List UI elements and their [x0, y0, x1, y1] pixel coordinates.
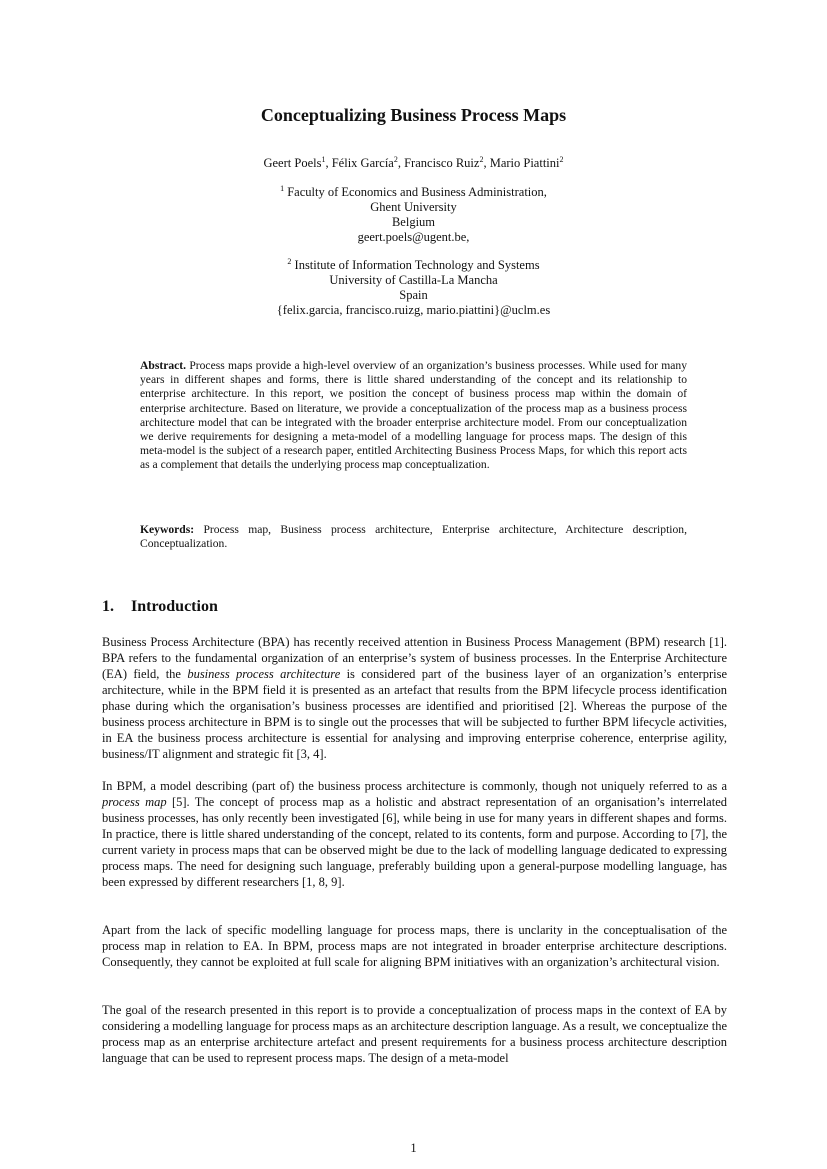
affiliation-mark: 2: [559, 154, 564, 164]
keywords: [140, 523, 687, 551]
keywords-text: Process map, Business process architecture, Enterprise architecture, Architecture description, Conceptualization.: [140, 523, 687, 551]
paragraph-text: is considered part of the business layer of an organization’s enterprise architecture, while in the BPM field it is presented as an artefact that results from the BPM lifecycle process identification phase during which the organisation’s business processes are identified and prioritised [2]. Whereas the purpose of the business process architecture in BPM is to single out the processes that will be subjected to further BPM lifecycle activities, in EA the business process architecture is essential for analysing and improving enterprise coherence, enterprise agility, business/IT alignment and strategic fit [3, 4].: [102, 667, 727, 761]
section-number: 1.: [102, 598, 114, 615]
section-title: Introduction: [131, 598, 218, 615]
author-name: Mario Piattini: [489, 156, 560, 170]
author-name: Félix García: [331, 156, 394, 170]
affiliation-email: {felix.garcia, francisco.ruizg, mario.piattini}@uclm.es: [276, 303, 551, 317]
paragraph-4: The goal of the research presented in this report is to provide a conceptualization of process maps in the context of EA by considering a modelling language for process maps as an architecture description language. As a result, we conceptualize the process map as an enterprise architecture artefact and present requirements for a business process architecture description language that can be used to represent process maps. The design of a meta-model: [102, 1003, 727, 1065]
affiliation-mark: 2: [393, 154, 398, 164]
affiliation-line: Belgium: [391, 215, 436, 229]
author-separator: ,: [325, 156, 332, 170]
affiliation-1: [0, 185, 827, 245]
affiliation-mark: 1: [280, 183, 285, 193]
italic-term: process map: [102, 795, 167, 809]
author-separator: ,: [397, 156, 405, 170]
paragraph-2: [102, 778, 727, 890]
author-name: Francisco Ruiz: [404, 156, 480, 170]
affiliation-line: Faculty of Economics and Business Administration,: [287, 185, 547, 199]
paragraph-text: In BPM, a model describing (part of) the business process architecture is commonly, though not uniquely referred to as a: [102, 779, 727, 793]
affiliation-mark: 1: [321, 154, 326, 164]
author-name: Geert Poels: [263, 156, 322, 170]
italic-term: business process architecture: [187, 667, 341, 681]
affiliation-mark: 2: [479, 154, 484, 164]
affiliation-line: Institute of Information Technology and Systems: [294, 258, 540, 272]
abstract: [140, 359, 687, 473]
paragraph-text: [5]. The concept of process map as a holistic and abstract representation of an organisation’s interrelated business processes, has only recently been investigated [6], while being in use for many years in different shapes and forms. In practice, there is little shared understanding of the concept, related to its contents, form and purpose. According to [7], the current variety in process maps that can be observed might be due to the lack of modelling language dedicated to expressing process maps. The need for designing such language, preferably building upon a general-purpose modelling language, has been expressed by different researchers [1, 8, 9].: [102, 795, 727, 889]
affiliation-line: Spain: [399, 288, 428, 302]
paragraph-text: Business Process Architecture (BPA) has recently received attention in Business Process Management (BPM) research [1]. BPA refers to the fundamental organization of an enterprise’s system of business processes. In the Enterprise Architecture (EA) field, the: [102, 635, 727, 681]
page-number: 1: [410, 1141, 417, 1155]
affiliation-line: Ghent University: [370, 200, 457, 214]
paragraph-1: [102, 634, 727, 762]
keywords-label: Keywords:: [140, 523, 195, 536]
paragraph-3: Apart from the lack of specific modelling language for process maps, there is unclarity in the conceptualisation of the process map in relation to EA. In BPM, process maps are not integrated in broader enterprise architecture descriptions. Consequently, they cannot be exploited at full scale for aligning BPM initiatives with an organization’s architectural vision.: [102, 923, 727, 969]
author-list: [0, 155, 827, 171]
author-separator: ,: [483, 156, 490, 170]
affiliation-2: [0, 258, 827, 318]
abstract-label: Abstract.: [140, 359, 187, 372]
paper-title: Conceptualizing Business Process Maps: [260, 105, 567, 125]
affiliation-email: geert.poels@ugent.be,: [357, 230, 470, 244]
abstract-text: Process maps provide a high-level overview of an organization’s business processes. While used for many years in different shapes and forms, there is little shared understanding of the concept and its relationship to enterprise architecture. In this report, we position the concept of business process map within the domain of enterprise architecture. Based on literature, we provide a conceptualization of the process map as a business process architecture model that can be integrated with the broader enterprise architecture model. From our conceptualization we derive requirements for designing a meta-model of a modelling language for process maps. The design of this meta-model is the subject of a research paper, entitled Architecting Business Process Maps, for which this report acts as a complement that details the underlying process map conceptualization.: [140, 359, 687, 472]
affiliation-mark: 2: [287, 256, 292, 266]
affiliation-line: University of Castilla-La Mancha: [329, 273, 498, 287]
section-heading: [102, 597, 218, 617]
